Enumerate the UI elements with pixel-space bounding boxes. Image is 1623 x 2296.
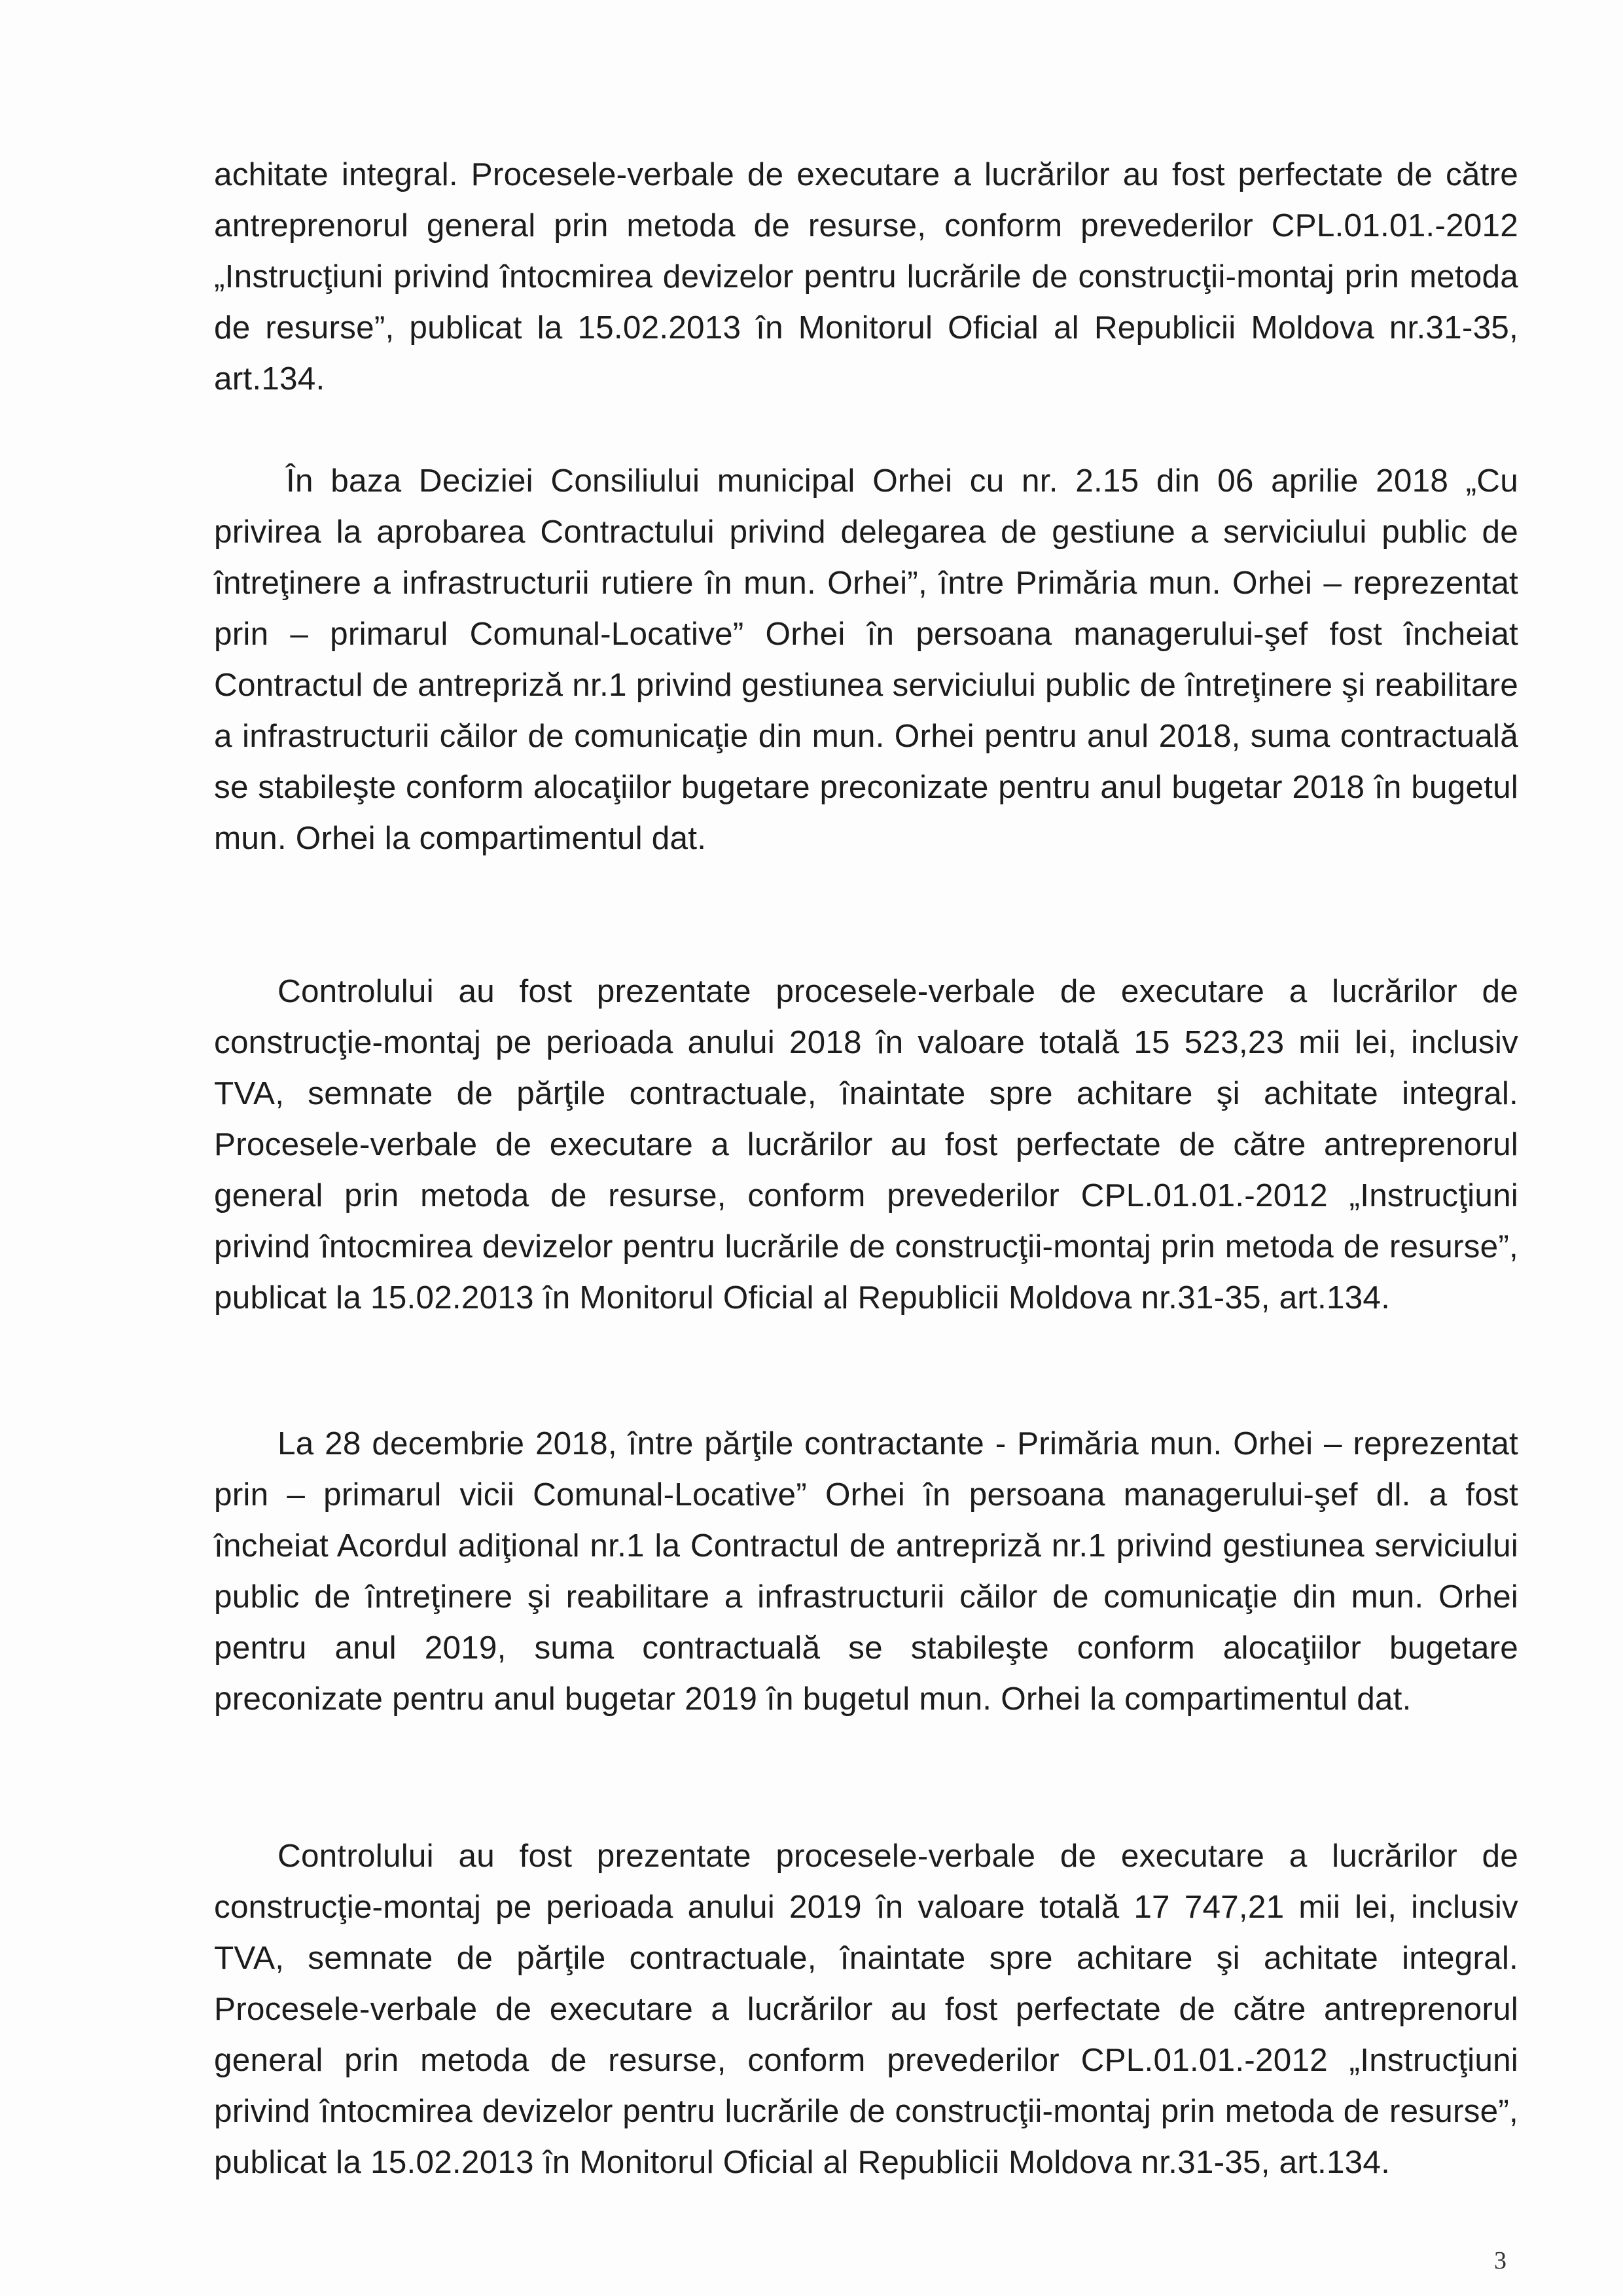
paragraph-3: Controlului au fost prezentate procesele-verbale de executare a lucrărilor de construcţie-montaj pe perioada anului 2018 în valoare totală 15 523,23 mii lei, inclusiv TVA, semnate de părţile contractuale, înaintate spre achitare şi achitate integral. Procesele-verbale de executare a lucrărilor au fost perfectate de către antreprenorul general prin metoda de resurse, conform prevederilor CPL.01.01.-2012 „Instrucţiuni privind întocmirea devizelor pentru lucrările de construcţii-montaj prin metoda de resurse”, publicat la 15.02.2013 în Monitorul Oficial al Republicii Moldova nr.31-35, art.134. [214,973,1518,1316]
page-number: 3 [1494,2247,1507,2274]
paragraph-4: La 28 decembrie 2018, între părţile contractante - Primăria mun. Orhei – reprezentat prin – primarul vicii Comunal-Locative” Orhei în persoana managerului-şef dl. a fost încheiat Acordul adiţional nr.1 la Contractul de antrepriză nr.1 privind gestiunea serviciului public de întreţinere şi reabilitare a infrastructurii căilor de comunicaţie din mun. Orhei pentru anul 2019, suma contractuală se stabileşte conform alocaţiilor bugetare preconizate pentru anul bugetar 2019 în bugetul mun. Orhei la compartimentul dat. [214,1425,1518,1717]
paragraph-2: În baza Deciziei Consiliului municipal Orhei cu nr. 2.15 din 06 aprilie 2018 „Cu privirea la aprobarea Contractului privind delegarea de gestiune a serviciului public de întreţinere a infrastructurii rutiere în mun. Orhei”, între Primăria mun. Orhei – reprezentat prin – primarul Comunal-Locative” Orhei în persoana managerului-şef fost încheiat Contractul de antrepriză nr.1 privind gestiunea serviciului public de întreţinere şi reabilitare a infrastructurii căilor de comunicaţie din mun. Orhei pentru anul 2018, suma contractuală se stabileşte conform alocaţiilor bugetare preconizate pentru anul bugetar 2018 în bugetul mun. Orhei la compartimentul dat. [214,462,1518,856]
paragraph-1: achitate integral. Procesele-verbale de executare a lucrărilor au fost perfectate de către antreprenorul general prin metoda de resurse, conform prevederilor CPL.01.01.-2012 „Instrucţiuni privind întocmirea devizelor pentru lucrările de construcţii-montaj prin metoda de resurse”, publicat la 15.02.2013 în Monitorul Oficial al Republicii Moldova nr.31-35, art.134. [214,156,1518,397]
paragraph-5: Controlului au fost prezentate procesele-verbale de executare a lucrărilor de construcţie-montaj pe perioada anului 2019 în valoare totală 17 747,21 mii lei, inclusiv TVA, semnate de părţile contractuale, înaintate spre achitare şi achitate integral. Procesele-verbale de executare a lucrărilor au fost perfectate de către antreprenorul general prin metoda de resurse, conform prevederilor CPL.01.01.-2012 „Instrucţiuni privind întocmirea devizelor pentru lucrările de construcţii-montaj prin metoda de resurse”, publicat la 15.02.2013 în Monitorul Oficial al Republicii Moldova nr.31-35, art.134. [214,1837,1518,2180]
